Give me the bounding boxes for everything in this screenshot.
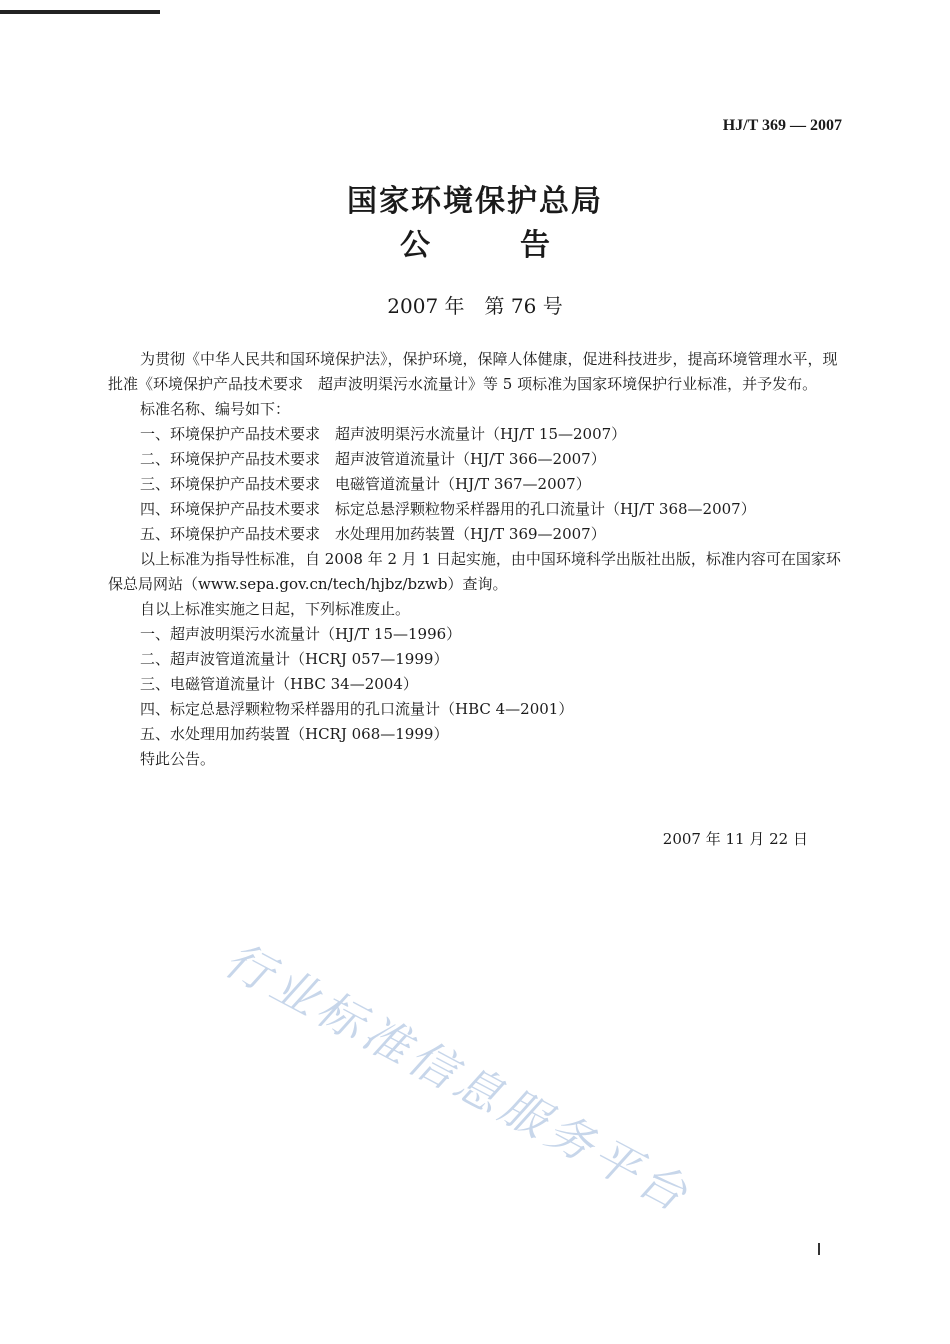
issue-date: 2007 年 11 月 22 日 (662, 830, 808, 848)
abolished-item: 二、超声波管道流量计（HCRJ 057—1999） (140, 650, 449, 668)
abolished-item: 五、水处理用加药装置（HCRJ 068—1999） (140, 725, 449, 743)
announcement-body (108, 347, 844, 772)
watermark-text: 行业标准信息服务平台 (215, 931, 701, 1224)
top-rule (0, 10, 160, 14)
abolished-item: 一、超声波明渠污水流量计（HJ/T 15—1996） (140, 625, 462, 643)
abolished-item: 三、电磁管道流量计（HBC 34—2004） (140, 675, 418, 693)
issuer-title: 国家环境保护总局 (347, 184, 603, 219)
standard-item: 二、环境保护产品技术要求 超声波管道流量计（HJ/T 366—2007） (140, 450, 606, 468)
standard-code: HJ/T 369 — 2007 (722, 117, 842, 134)
standard-item: 三、环境保护产品技术要求 电磁管道流量计（HJ/T 367—2007） (140, 475, 591, 493)
standard-item: 四、环境保护产品技术要求 标定总悬浮颗粒物采样器用的孔口流量计（HJ/T 368—2007） (140, 500, 756, 518)
closing-line: 特此公告。 (140, 750, 216, 768)
issue-number: 2007 年 第 76 号 (387, 294, 563, 318)
intro-paragraph: 为贯彻《中华人民共和国环境保护法》，保护环境，保障人体健康，促进科技进步，提高环境管理水平，现批准《环境保护产品技术要求 超声波明渠污水流量计》等 5 项标准为国家环境保护行业标准，并予发布。 (108, 350, 838, 393)
abolish-heading: 自以上标准实施之日起，下列标准废止。 (140, 600, 411, 618)
abolished-item: 四、标定总悬浮颗粒物采样器用的孔口流量计（HBC 4—2001） (140, 700, 574, 718)
list-heading: 标准名称、编号如下： (140, 400, 291, 418)
standard-item: 五、环境保护产品技术要求 水处理用加药装置（HJ/T 369—2007） (140, 525, 606, 543)
implementation-paragraph: 以上标准为指导性标准，自 2008 年 2 月 1 日起实施，由中国环境科学出版社出版，标准内容可在国家环保总局网站（www.sepa.gov.cn/tech/hjbz/bzwb）查询。 (108, 550, 841, 593)
announcement-title: 公告 (400, 228, 640, 263)
page-number-mark (818, 1243, 820, 1255)
standard-item: 一、环境保护产品技术要求 超声波明渠污水流量计（HJ/T 15—2007） (140, 425, 627, 443)
